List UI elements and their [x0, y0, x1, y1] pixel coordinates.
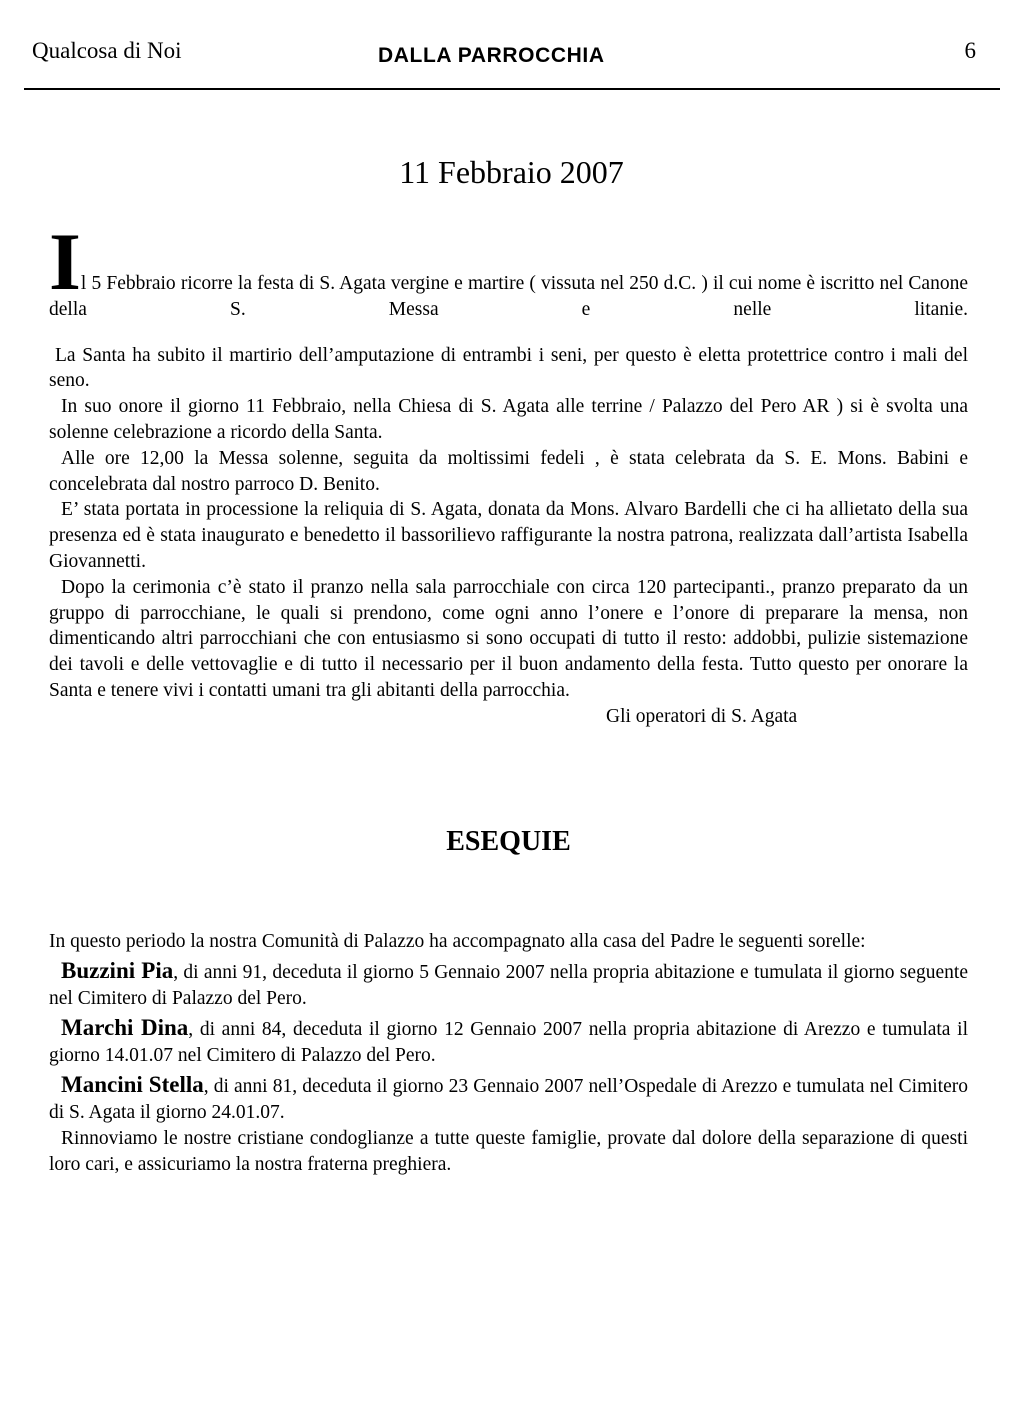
article-signature: Gli operatori di S. Agata — [606, 705, 798, 727]
obituary-name: Marchi Dina — [61, 1015, 189, 1040]
article-paragraph: La Santa ha subito il martirio dell’amputazione di entrambi i seni, per questo è eletta protettrice contro i mali del seno. — [49, 344, 968, 392]
publication-name: Qualcosa di Noi — [32, 38, 182, 63]
section-name: DALLA PARROCCHIA — [378, 44, 605, 67]
obituary-name: Buzzini Pia — [61, 958, 174, 983]
article-paragraph: E’ stata portata in processione la reliquia di S. Agata, donata da Mons. Alvaro Bardelli che ci ha allietato della sua presenza ed è stata inaugurato e benedetto il bassorilievo raffigurante la nostra patrona, realizzata dall’artista Isabella Giovannetti. — [49, 499, 968, 572]
article-lead-text: l 5 Febbraio ricorre la festa di S. Agata vergine e martire ( vissuta nel 250 d.C. ) il cui nome è iscritto nel Canone della S. Messa e nelle litanie. — [49, 273, 968, 320]
article-paragraph: In suo onore il giorno 11 Febbraio, nella Chiesa di S. Agata alle terrine / Palazzo del Pero AR ) si è svolta una solenne celebrazione a ricordo della Santa. — [49, 396, 968, 443]
obituary-text: , di anni 84, deceduta il giorno 12 Gennaio 2007 nella propria abitazione di Arezzo e tumulata il giorno 14.01.07 nel Cimitero di Palazzo del Pero. — [49, 1019, 968, 1066]
obituary-entry — [49, 1072, 968, 1126]
obituary-entry — [49, 958, 968, 1012]
obituary-entry — [49, 1015, 968, 1069]
article-paragraph: Dopo la cerimonia c’è stato il pranzo nella sala parrocchiale con circa 120 partecipanti., pranzo preparato da un gruppo di parrocchiane, le quali si prendono, come ogni anno l’onere e l’onore di preparare la mensa, non dimenticando altri parrocchiani che con entusiasmo si sono occupati di tutto il resto: addobbi, pulizie sistemazione dei tavoli e delle vettovaglie e di tutto il necessario per il buon andamento della festa. Tutto questo per onorare la Santa e tenere vivi i contatti umani tra gli abitanti della parrocchia. — [49, 576, 968, 701]
article-paragraph: Alle ore 12,00 la Messa solenne, seguita da moltissimi fedeli , è stata celebrata da S. E. Mons. Babini e concelebrata dal nostro parroco D. Benito. — [49, 447, 968, 495]
obituaries-closing: Rinnoviamo le nostre cristiane condoglianze a tutte queste famiglie, provate dal dolore della separazione di questi loro cari, e assicuriamo la nostra fraterna preghiera. — [49, 1128, 968, 1175]
article-lead-paragraph — [49, 216, 968, 323]
article-title: 11 Febbraio 2007 — [399, 154, 624, 190]
page-number: 6 — [964, 38, 976, 63]
obituary-text: , di anni 81, deceduta il giorno 23 Gennaio 2007 nell’Ospedale di Arezzo e tumulata nel Cimitero di S. Agata il giorno 24.01.07. — [49, 1076, 968, 1123]
obituary-text: , di anni 91, deceduta il giorno 5 Gennaio 2007 nella propria abitazione e tumulata il giorno seguente nel Cimitero di Palazzo del Pero. — [49, 962, 968, 1009]
drop-cap: I — [49, 216, 81, 307]
header-divider — [24, 88, 1000, 90]
article-body — [49, 216, 968, 730]
obituary-name: Mancini Stella — [61, 1072, 204, 1097]
obituaries-title: ESEQUIE — [446, 826, 571, 857]
page-header — [24, 0, 1000, 89]
obituaries-body — [49, 929, 968, 1178]
obituaries-intro: In questo periodo la nostra Comunità di Palazzo ha accompagnato alla casa del Padre le seguenti sorelle: — [49, 931, 866, 952]
